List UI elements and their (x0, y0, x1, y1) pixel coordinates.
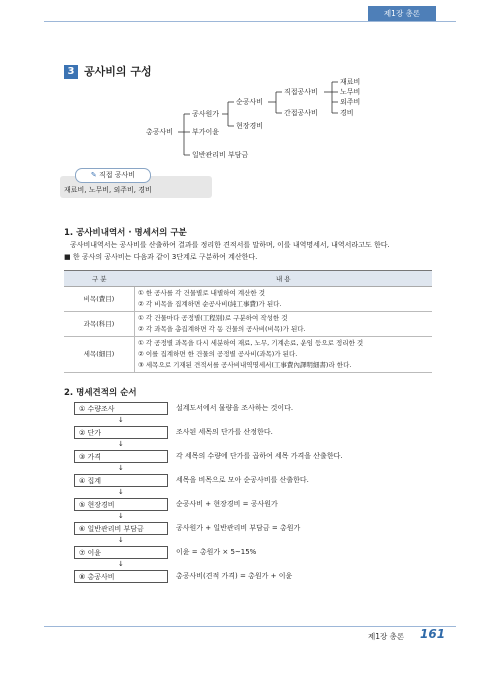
step-8-box: ⑧ 총공사비 (74, 570, 168, 583)
section-title: 공사비의 구성 (84, 65, 152, 78)
pencil-icon: ✎ (90, 171, 97, 179)
step-2-box: ② 단가 (74, 426, 168, 439)
table-header-category: 구 분 (64, 271, 135, 287)
tree-indirect-cost: 간접공사비 (284, 109, 318, 117)
step-2-desc: 조사된 세목의 단가를 산정한다. (176, 428, 273, 436)
tree-site-expense: 현장경비 (236, 122, 264, 130)
step-3-box: ③ 가격 (74, 450, 168, 463)
direct-cost-tag (75, 168, 151, 183)
page-number: 161 (420, 627, 446, 641)
table-cell-category: 과목(科目) (64, 312, 135, 337)
table-line: ① 각 공정별 과목을 다시 세분하여 재료, 노무, 기계손료, 운임 등으로 정리한 것 (138, 339, 364, 347)
table-cell-content (135, 337, 433, 373)
section-number-badge: 3 (64, 65, 78, 79)
down-arrow-icon: ↓ (118, 536, 124, 544)
footer-chapter: 제1장 총론 (368, 632, 405, 641)
step-7-box: ⑦ 이윤 (74, 546, 168, 559)
table-cell-category: 세목(細目) (64, 337, 135, 373)
part1-bullet: ■ 한 공사의 공사비는 다음과 같이 3단계로 구분하여 계산한다. (64, 253, 258, 261)
down-arrow-icon: ↓ (118, 488, 124, 496)
step-1-desc: 설계도서에서 물량을 조사하는 것이다. (176, 404, 294, 412)
tree-profit: 부가이윤 (192, 128, 220, 136)
tree-construction-cost: 공사원가 (192, 110, 220, 118)
tree-net-cost: 순공사비 (236, 98, 264, 106)
table-line: ② 이를 집계하면 한 건물의 공정별 공사비(과목)가 된다. (138, 350, 298, 358)
part2-title: 2. 명세견적의 순서 (64, 388, 137, 398)
step-6-box: ⑥ 일반관리비 부담금 (74, 522, 168, 535)
table-line: ① 한 공사를 각 건물별로 내별하여 계산한 것 (138, 289, 266, 297)
down-arrow-icon: ↓ (118, 464, 124, 472)
step-1-box: ① 수량조사 (74, 402, 168, 415)
down-arrow-icon: ↓ (118, 560, 124, 568)
step-4-desc: 세목을 비목으로 모아 순공사비를 산출한다. (176, 476, 309, 484)
direct-cost-tag-label: 직접 공사비 (99, 171, 136, 179)
down-arrow-icon: ↓ (118, 440, 124, 448)
step-4-box: ④ 집계 (74, 474, 168, 487)
table-row (64, 312, 432, 337)
cost-tree-lines (0, 0, 500, 170)
table-line: ② 각 과목을 총집계하면 각 동 건물의 공사비(비목)가 된다. (138, 325, 306, 333)
tree-expense: 경비 (340, 109, 354, 117)
down-arrow-icon: ↓ (118, 416, 124, 424)
step-5-box: ⑤ 현장경비 (74, 498, 168, 511)
table-header-row (64, 271, 432, 287)
table-line: ② 각 비목을 집계하면 순공사비(純工事費)가 된다. (138, 300, 282, 308)
table-header-content: 내 용 (135, 271, 433, 287)
tree-direct-cost: 직접공사비 (284, 88, 318, 96)
table-row (64, 337, 432, 373)
direct-cost-text: 재료비, 노무비, 외주비, 경비 (64, 186, 152, 194)
table-line: ① 각 건물마다 공정별(工程別)로 구분하여 작성한 것 (138, 314, 288, 322)
tree-labor: 노무비 (340, 88, 361, 96)
table-row (64, 287, 432, 312)
chapter-tab: 제1장 총론 (368, 6, 436, 21)
step-7-desc: 이윤 = 총원가 × 5~15% (176, 548, 257, 556)
tree-subcontract: 외주비 (340, 98, 361, 106)
tree-overhead: 일반관리비 부담금 (192, 151, 249, 159)
table-line: ③ 세목으로 기재된 견적서를 공사비내역명세서(工事費內譯明細書)라 한다. (138, 361, 352, 369)
part1-title: 1. 공사비내역서 · 명세서의 구분 (64, 228, 187, 238)
tree-material: 재료비 (340, 78, 361, 86)
step-6-desc: 공사원가 + 일반관리비 부담금 = 총원가 (176, 524, 301, 532)
step-8-desc: 총공사비(견적 가격) = 총원가 + 이윤 (176, 572, 293, 580)
tree-root: 총공사비 (146, 128, 174, 136)
step-5-desc: 순공사비 + 현장경비 = 공사원가 (176, 500, 278, 508)
footer-rule (44, 626, 456, 627)
part1-intro: 공사비내역서는 공사비를 산출하여 결과를 정리한 견적서를 말하며, 이를 내역명세서, 내역서라고도 한다. (70, 241, 390, 249)
table-cell-category: 비목(費目) (64, 287, 135, 312)
table-cell-content (135, 312, 433, 337)
classification-table (64, 270, 432, 373)
step-3-desc: 각 세목의 수량에 단가를 곱하여 세목 가격을 산출한다. (176, 452, 343, 460)
table-cell-content (135, 287, 433, 312)
down-arrow-icon: ↓ (118, 512, 124, 520)
